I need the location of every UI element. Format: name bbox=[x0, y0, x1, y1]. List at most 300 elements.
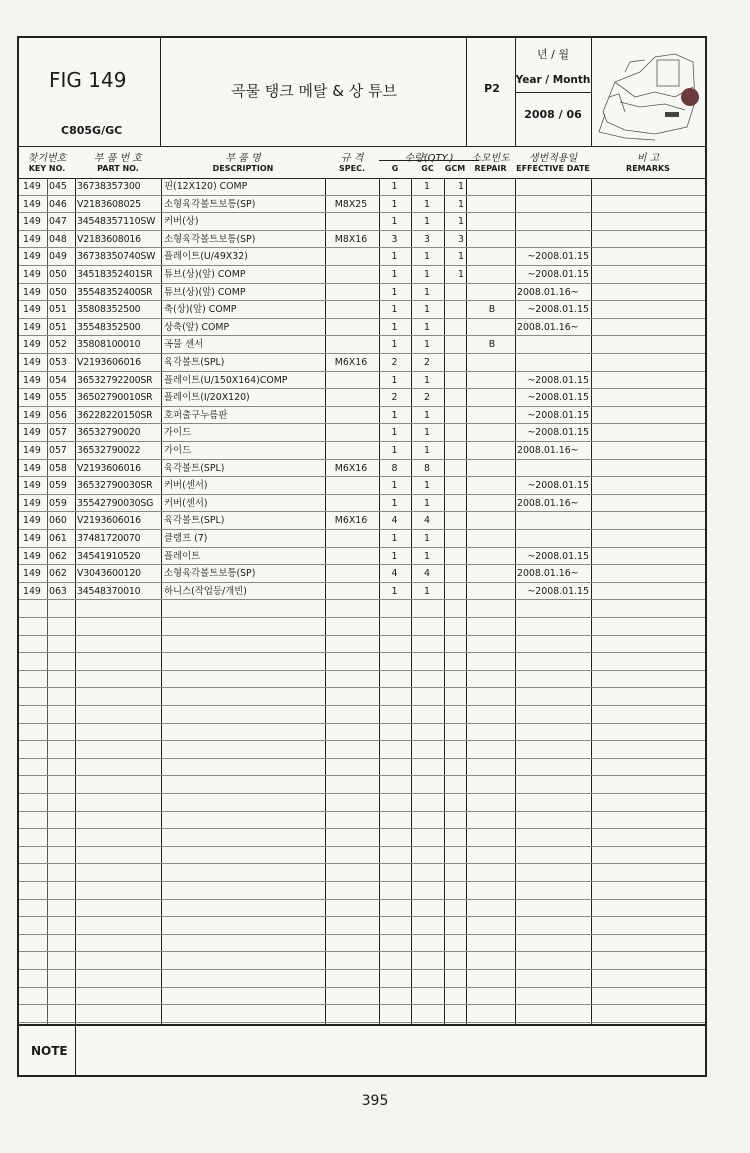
repair-header-ko: 소모빈도 bbox=[471, 153, 510, 164]
table-row bbox=[19, 548, 705, 566]
qty-g: 3 bbox=[391, 233, 398, 245]
qty-gc: 1 bbox=[424, 321, 430, 333]
spec-header-ko: 규 격 bbox=[340, 153, 364, 164]
key-number-item: 051 bbox=[49, 304, 67, 316]
effective-date: ~2008.01.15 bbox=[527, 409, 589, 421]
qty-gc: 8 bbox=[424, 462, 430, 474]
qty-g: 1 bbox=[391, 585, 398, 597]
effective-date: ~2008.01.15 bbox=[527, 269, 589, 280]
key-number-item: 045 bbox=[49, 181, 67, 192]
part-number: V2193606016 bbox=[77, 357, 141, 368]
key-number-figure: 149 bbox=[23, 515, 41, 527]
qty-g: 4 bbox=[391, 568, 398, 580]
repair-frequency bbox=[469, 213, 515, 230]
table-row bbox=[19, 970, 705, 988]
part-number: 35542790030SG bbox=[77, 497, 154, 509]
part-description: 플레이트 bbox=[164, 550, 201, 562]
spec-header-en: SPEC. bbox=[339, 164, 365, 173]
effective-date bbox=[517, 512, 593, 529]
part-number: 36532790020 bbox=[77, 427, 141, 439]
effective-date: 2008.01.16~ bbox=[517, 286, 579, 298]
repair-frequency bbox=[469, 548, 515, 565]
part-description: 호퍼출구누름판 bbox=[164, 409, 228, 421]
qty-g: 1 bbox=[391, 304, 398, 316]
effective-date bbox=[517, 460, 593, 477]
qty-g: 4 bbox=[391, 515, 398, 527]
part-description: 소형육각볼트보통(SP) bbox=[164, 198, 256, 210]
effective-date bbox=[517, 354, 593, 371]
qty-g: 1 bbox=[391, 427, 398, 439]
repair-frequency bbox=[469, 530, 515, 547]
repair-frequency bbox=[469, 319, 515, 336]
qty-g: 1 bbox=[391, 497, 398, 509]
key-number-figure: 149 bbox=[23, 321, 41, 333]
part-spec bbox=[325, 495, 377, 512]
part-description: 소형육각볼트보통(SP) bbox=[164, 568, 256, 580]
table-row bbox=[19, 847, 705, 865]
key-number-item: 054 bbox=[49, 374, 67, 386]
qty-gcm: 1 bbox=[458, 198, 464, 210]
repair-frequency bbox=[469, 442, 515, 459]
key-number-figure: 149 bbox=[23, 533, 41, 544]
key-number-figure: 149 bbox=[23, 568, 41, 580]
table-row bbox=[19, 776, 705, 794]
table-row bbox=[19, 583, 705, 601]
key-number-item: 059 bbox=[49, 480, 67, 492]
table-row bbox=[19, 336, 705, 354]
model-label: C805G/GC bbox=[61, 124, 123, 137]
part-description: 가이드 bbox=[164, 445, 192, 456]
qty-gc: 1 bbox=[424, 286, 430, 298]
part-spec bbox=[325, 565, 377, 582]
qty-g: 1 bbox=[391, 216, 398, 228]
part-number: 34548370010 bbox=[77, 585, 141, 597]
table-row bbox=[19, 794, 705, 812]
table-row bbox=[19, 512, 705, 530]
key-header-ko: 찾기번호 bbox=[27, 153, 67, 164]
effective-date: ~2008.01.15 bbox=[527, 392, 589, 404]
repair-frequency bbox=[469, 407, 515, 424]
qty-g: 8 bbox=[391, 462, 398, 474]
table-row bbox=[19, 917, 705, 935]
page-code: P2 bbox=[484, 82, 500, 95]
qty-gcm: 1 bbox=[458, 181, 464, 192]
qty-g: 1 bbox=[391, 321, 398, 333]
part-number: 36228220150SR bbox=[77, 409, 153, 421]
qty-gc: 1 bbox=[424, 304, 430, 316]
table-row bbox=[19, 812, 705, 830]
effective-date bbox=[517, 530, 593, 547]
part-spec bbox=[325, 407, 377, 424]
part-spec bbox=[325, 442, 377, 459]
part-spec: M8X16 bbox=[334, 233, 368, 245]
effective-date: ~2008.01.15 bbox=[527, 374, 589, 386]
qty-header-rule bbox=[379, 160, 479, 161]
note-label: NOTE bbox=[31, 1044, 68, 1058]
table-row bbox=[19, 688, 705, 706]
qty-gc: 1 bbox=[424, 497, 430, 509]
part-number: V3043600120 bbox=[77, 568, 141, 580]
qty-gc: 1 bbox=[424, 533, 430, 544]
key-number-item: 057 bbox=[49, 427, 67, 439]
part-description: 육각볼트(SPL) bbox=[164, 515, 225, 527]
part-spec bbox=[325, 372, 377, 389]
header-divider bbox=[160, 38, 161, 146]
part-description: 소형육각볼트보통(SP) bbox=[164, 233, 256, 245]
year-month-value: 2008 / 06 bbox=[524, 108, 582, 121]
effective-date-header-ko: 생번적용일 bbox=[528, 153, 578, 164]
repair-frequency bbox=[469, 389, 515, 406]
table-row bbox=[19, 319, 705, 337]
repair-frequency bbox=[469, 266, 515, 283]
parts-table bbox=[19, 178, 705, 1024]
qty-gc: 3 bbox=[424, 233, 430, 245]
part-number: V2193606016 bbox=[77, 462, 141, 474]
effective-date bbox=[517, 231, 593, 248]
table-row bbox=[19, 477, 705, 495]
key-number-item: 063 bbox=[49, 585, 67, 597]
key-number-figure: 149 bbox=[23, 304, 41, 316]
repair-frequency bbox=[469, 372, 515, 389]
table-row bbox=[19, 372, 705, 390]
effective-date: ~2008.01.15 bbox=[527, 550, 589, 562]
part-spec bbox=[325, 266, 377, 283]
part-description: 튜브(상)(앞) COMP bbox=[164, 269, 246, 280]
qty-gc: 1 bbox=[424, 427, 430, 439]
repair-frequency bbox=[469, 424, 515, 441]
table-row bbox=[19, 213, 705, 231]
part-description: 핀(12X120) COMP bbox=[164, 181, 248, 192]
key-number-figure: 149 bbox=[23, 409, 41, 421]
page-number: 395 bbox=[361, 1093, 389, 1109]
effective-date: ~2008.01.15 bbox=[527, 251, 589, 263]
qty-g: 1 bbox=[391, 445, 398, 456]
part-spec bbox=[325, 530, 377, 547]
key-number-figure: 149 bbox=[23, 480, 41, 492]
note-section bbox=[19, 1024, 705, 1077]
part-spec bbox=[325, 178, 377, 195]
table-row bbox=[19, 178, 705, 196]
qty-g: 2 bbox=[391, 357, 398, 368]
table-row bbox=[19, 231, 705, 249]
part-number: 36532790030SR bbox=[77, 480, 153, 492]
key-number-item: 060 bbox=[49, 515, 67, 527]
table-row bbox=[19, 706, 705, 724]
part-description: 육각볼트(SPL) bbox=[164, 357, 225, 368]
part-spec: M6X16 bbox=[334, 357, 368, 368]
effective-date: ~2008.01.15 bbox=[527, 480, 589, 492]
part-description: 커버(센서) bbox=[164, 480, 208, 492]
qty-g: 1 bbox=[391, 181, 398, 192]
part-spec bbox=[325, 213, 377, 230]
effective-date: 2008.01.16~ bbox=[517, 445, 579, 456]
table-row bbox=[19, 530, 705, 548]
table-row bbox=[19, 495, 705, 513]
header-divider bbox=[466, 38, 467, 146]
qty-gc: 1 bbox=[424, 409, 430, 421]
repair-frequency bbox=[469, 284, 515, 301]
repair-frequency bbox=[469, 583, 515, 600]
qty-gc: 4 bbox=[424, 515, 430, 527]
effective-date bbox=[517, 213, 593, 230]
qty-gc-header: GC bbox=[421, 164, 434, 173]
key-number-figure: 149 bbox=[23, 339, 41, 351]
table-row bbox=[19, 424, 705, 442]
part-description: 곡물 센서 bbox=[164, 339, 204, 351]
table-row bbox=[19, 618, 705, 636]
part-number: 34518352401SR bbox=[77, 269, 153, 280]
qty-g-header: G bbox=[391, 164, 399, 173]
key-number-item: 050 bbox=[49, 269, 67, 280]
key-number-item: 061 bbox=[49, 533, 67, 544]
repair-frequency bbox=[469, 231, 515, 248]
key-number-item: 056 bbox=[49, 409, 67, 421]
table-row bbox=[19, 935, 705, 953]
qty-g: 2 bbox=[391, 392, 398, 404]
sheet-header bbox=[19, 38, 705, 147]
repair-frequency bbox=[469, 512, 515, 529]
qty-g: 1 bbox=[391, 480, 398, 492]
qty-gc: 1 bbox=[424, 550, 430, 562]
note-divider bbox=[75, 1026, 76, 1077]
qty-gcm: 1 bbox=[458, 216, 464, 228]
header-divider bbox=[591, 38, 592, 146]
table-row bbox=[19, 636, 705, 654]
part-number: 36738357300 bbox=[77, 181, 141, 192]
part-description: 축(상)(앞) COMP bbox=[164, 304, 237, 316]
part-number: 36502790010SR bbox=[77, 392, 153, 404]
year-month-box bbox=[515, 38, 591, 146]
key-number-figure: 149 bbox=[23, 198, 41, 210]
qty-gc: 4 bbox=[424, 568, 430, 580]
part-number: 35548352400SR bbox=[77, 286, 153, 298]
effective-date: ~2008.01.15 bbox=[527, 585, 589, 597]
table-row bbox=[19, 900, 705, 918]
part-description: 클램프 (7) bbox=[164, 533, 208, 544]
table-row bbox=[19, 266, 705, 284]
part-description: 플레이트(U/49X32) bbox=[164, 251, 248, 263]
table-row bbox=[19, 407, 705, 425]
table-row bbox=[19, 882, 705, 900]
key-number-figure: 149 bbox=[23, 181, 41, 192]
qty-g: 1 bbox=[391, 409, 398, 421]
table-row bbox=[19, 988, 705, 1006]
qty-g: 1 bbox=[391, 286, 398, 298]
key-number-item: 057 bbox=[49, 445, 67, 456]
key-number-item: 051 bbox=[49, 321, 67, 333]
key-number-figure: 149 bbox=[23, 392, 41, 404]
part-description: 커버(상) bbox=[164, 216, 199, 228]
effective-date bbox=[517, 178, 593, 195]
key-number-item: 052 bbox=[49, 339, 67, 351]
qty-gc: 1 bbox=[424, 198, 430, 210]
table-row bbox=[19, 653, 705, 671]
table-row bbox=[19, 829, 705, 847]
key-number-figure: 149 bbox=[23, 251, 41, 263]
qty-gc: 1 bbox=[424, 181, 430, 192]
table-row bbox=[19, 354, 705, 372]
part-number: 37481720070 bbox=[77, 533, 141, 544]
part-number: 36532792200SR bbox=[77, 374, 153, 386]
effective-date: 2008.01.16~ bbox=[517, 497, 579, 509]
part-description: 가이드 bbox=[164, 427, 192, 439]
key-number-item: 049 bbox=[49, 251, 67, 263]
key-number-item: 046 bbox=[49, 198, 67, 210]
qty-g: 1 bbox=[391, 374, 398, 386]
repair-frequency bbox=[469, 460, 515, 477]
qty-gc: 1 bbox=[424, 585, 430, 597]
repair-header-en: REPAIR bbox=[474, 164, 507, 173]
key-number-figure: 149 bbox=[23, 233, 41, 245]
qty-gc: 2 bbox=[424, 357, 430, 368]
part-number: V2193606016 bbox=[77, 515, 141, 527]
column-headers bbox=[19, 146, 705, 179]
part-description: 상축(앞) COMP bbox=[164, 321, 230, 333]
qty-g: 1 bbox=[391, 251, 398, 263]
part-number: 35548352500 bbox=[77, 321, 141, 333]
part-spec bbox=[325, 548, 377, 565]
repair-frequency bbox=[469, 248, 515, 265]
key-number-item: 058 bbox=[49, 462, 67, 474]
part-header-en: PART NO. bbox=[97, 164, 139, 173]
part-spec: M6X16 bbox=[334, 462, 368, 474]
year-month-ko: 년 / 월 bbox=[537, 48, 569, 61]
qty-gc: 1 bbox=[424, 251, 430, 263]
part-number: 35808352500 bbox=[77, 304, 141, 316]
combine-harvester-thumbnail bbox=[595, 42, 703, 142]
effective-date: 2008.01.16~ bbox=[517, 568, 579, 580]
page-title: 곡물 탱크 메탈 & 상 튜브 bbox=[231, 82, 397, 100]
qty-gcm: 3 bbox=[458, 233, 464, 245]
table-row bbox=[19, 671, 705, 689]
qty-g: 1 bbox=[391, 198, 398, 210]
part-number: 34548357110SW bbox=[77, 216, 156, 228]
remarks-header-ko: 비 고 bbox=[636, 153, 660, 164]
part-spec bbox=[325, 301, 377, 318]
repair-frequency bbox=[469, 495, 515, 512]
part-description: 플레이트(U/150X164)COMP bbox=[164, 374, 288, 386]
year-month-en: Year / Month bbox=[515, 74, 591, 86]
repair-frequency: B bbox=[488, 339, 496, 351]
part-description: 육각볼트(SPL) bbox=[164, 462, 225, 474]
part-description: 커버(센서) bbox=[164, 497, 208, 509]
key-number-figure: 149 bbox=[23, 286, 41, 298]
table-row bbox=[19, 196, 705, 214]
qty-g: 1 bbox=[391, 550, 398, 562]
key-number-item: 055 bbox=[49, 392, 67, 404]
qty-gcm: 1 bbox=[458, 269, 464, 280]
desc-header-en: DESCRIPTION bbox=[212, 164, 274, 173]
key-number-item: 062 bbox=[49, 550, 67, 562]
table-row bbox=[19, 952, 705, 970]
key-number-figure: 149 bbox=[23, 427, 41, 439]
qty-gc: 1 bbox=[424, 339, 430, 351]
table-row bbox=[19, 759, 705, 777]
table-row bbox=[19, 460, 705, 478]
qty-gc: 1 bbox=[424, 445, 430, 456]
key-header-en: KEY NO. bbox=[28, 164, 66, 173]
key-number-figure: 149 bbox=[23, 269, 41, 280]
repair-frequency bbox=[469, 178, 515, 195]
table-row bbox=[19, 301, 705, 319]
table-row bbox=[19, 442, 705, 460]
part-spec: M8X25 bbox=[334, 198, 368, 210]
key-number-figure: 149 bbox=[23, 550, 41, 562]
qty-gc: 2 bbox=[424, 392, 430, 404]
key-number-figure: 149 bbox=[23, 462, 41, 474]
part-spec bbox=[325, 424, 377, 441]
effective-date bbox=[517, 336, 593, 353]
table-row bbox=[19, 565, 705, 583]
part-spec bbox=[325, 284, 377, 301]
qty-gcm-header: GCM bbox=[444, 164, 466, 173]
repair-frequency bbox=[469, 565, 515, 582]
key-number-item: 050 bbox=[49, 286, 67, 298]
key-number-item: 048 bbox=[49, 233, 67, 245]
key-number-figure: 149 bbox=[23, 497, 41, 509]
part-header-ko: 부 품 번 호 bbox=[93, 153, 143, 164]
part-description: 하니스(작업등/개빈) bbox=[164, 585, 247, 597]
qty-g: 1 bbox=[391, 533, 398, 544]
qty-gc: 1 bbox=[424, 216, 430, 228]
table-row bbox=[19, 389, 705, 407]
key-number-figure: 149 bbox=[23, 445, 41, 456]
part-spec bbox=[325, 336, 377, 353]
parts-sheet bbox=[17, 36, 707, 1077]
part-number: 34541910520 bbox=[77, 550, 141, 562]
table-row bbox=[19, 600, 705, 618]
key-number-item: 062 bbox=[49, 568, 67, 580]
key-number-figure: 149 bbox=[23, 585, 41, 597]
part-number: 36532790022 bbox=[77, 445, 141, 456]
qty-gc: 1 bbox=[424, 374, 430, 386]
table-row bbox=[19, 741, 705, 759]
part-spec bbox=[325, 248, 377, 265]
desc-header-ko: 부 품 명 bbox=[225, 153, 261, 164]
part-number: V2183608025 bbox=[77, 198, 141, 210]
key-number-figure: 149 bbox=[23, 216, 41, 228]
table-row bbox=[19, 1005, 705, 1023]
part-number: V2183608016 bbox=[77, 233, 141, 245]
table-row bbox=[19, 284, 705, 302]
year-month-separator bbox=[515, 92, 591, 93]
part-spec bbox=[325, 319, 377, 336]
qty-header-ko: 수량(QTY.) bbox=[404, 153, 454, 164]
qty-gc: 1 bbox=[424, 480, 430, 492]
key-number-item: 053 bbox=[49, 357, 67, 368]
effective-date: ~2008.01.15 bbox=[527, 427, 589, 439]
remarks-header-en: REMARKS bbox=[626, 164, 670, 173]
part-description: 튜브(상)(앞) COMP bbox=[164, 286, 246, 298]
machine-highlight-icon bbox=[681, 88, 699, 106]
part-spec bbox=[325, 583, 377, 600]
key-number-item: 047 bbox=[49, 216, 67, 228]
qty-g: 1 bbox=[391, 339, 398, 351]
part-spec bbox=[325, 477, 377, 494]
table-row bbox=[19, 864, 705, 882]
repair-frequency bbox=[469, 196, 515, 213]
effective-date: 2008.01.16~ bbox=[517, 321, 579, 333]
part-number: 36738350740SW bbox=[77, 251, 156, 263]
key-number-item: 059 bbox=[49, 497, 67, 509]
qty-g: 1 bbox=[391, 269, 398, 280]
part-number: 35808100010 bbox=[77, 339, 141, 351]
effective-date: ~2008.01.15 bbox=[527, 304, 589, 316]
qty-gcm: 1 bbox=[458, 251, 464, 263]
repair-frequency: B bbox=[488, 304, 496, 316]
key-number-figure: 149 bbox=[23, 374, 41, 386]
effective-date bbox=[517, 196, 593, 213]
